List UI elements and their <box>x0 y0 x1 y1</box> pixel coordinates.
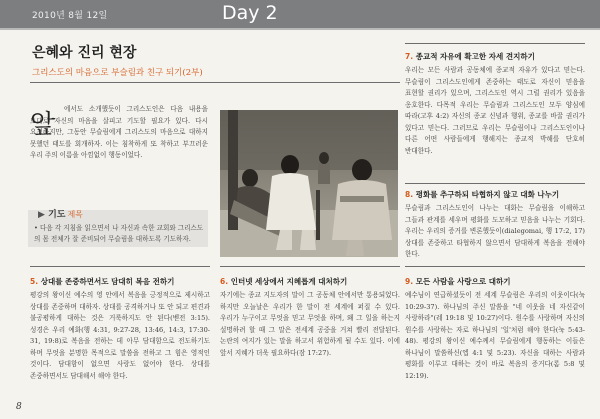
section-7-number: 7. <box>405 52 414 61</box>
prayer-body: • 다음 각 지침을 읽으면서 나 자신과 속한 교회와 그리스도의 몸 전체가 잘 준비되어 무슬림을 대하도록 기도하자. <box>34 224 204 243</box>
section-8-number: 8. <box>405 190 414 199</box>
section-9-title: 모든 사람을 사랑으로 대하기 <box>415 277 511 286</box>
page-number: 8 <box>16 402 22 412</box>
section-5-body: 평강의 왕이신 예수의 영 안에서 복음을 긍정적으로 제시하고 상대를 존중하며 대하자. 상대를 공격하거나 또 안 되고 편견과 불공평하게 대하는 것은 거룩하지도 안 된다(벧전 3:15). 성경은 우리 예화(행 4:31, 9:27-28, 13:46, 14:3, 17:30-31, 19:8)로 복음을 전하는 데 아무 담대함으로 전도하기도 하며 무엇을 분명한 목적으로 말씀을 전하고 그 힘은 영적인 것이다. 담대함이 없으면 사랑도 없어야 한다. 상대를 존중하면서도 담대해서 해야 한다. <box>30 291 210 380</box>
section-7-title: 종교적 자유에 확고한 자세 견지하기 <box>415 52 535 61</box>
article-title: 은혜와 진리 현장 <box>32 45 137 61</box>
section-6-number: 6. <box>220 277 229 286</box>
section-rule-right-low <box>405 266 585 267</box>
drop-cap: 앞 <box>30 110 56 140</box>
section-7-heading <box>405 51 535 62</box>
day-label: Day 2 <box>222 2 278 24</box>
section-9-number: 9. <box>405 277 414 286</box>
article-subtitle: 그리스도의 마음으로 부슬림과 친구 되기(2부) <box>32 68 203 78</box>
prayer-heading: ▶ 기도 제목 <box>38 210 83 220</box>
header-divider <box>0 28 600 30</box>
section-rule-right-top <box>405 43 585 44</box>
section-8-body: 무슬림과 그리스도인이 나누는 대화는 무슬림을 이해하고 그들과 관계를 세우며 평화를 도모하고 믿음을 나누는 기회다. 우리는 우리의 증거를 변론했듯이(dialegomai, 행 17:2, 17) 상대를 존중하고 타협하지 않으면서 담대하게 복음을 전해야 한다. <box>405 204 585 258</box>
photo-men-seated <box>220 110 398 257</box>
section-6-title: 인터넷 세상에서 지혜롭게 대처하기 <box>230 277 348 286</box>
prayer-title-sub: 제목 <box>67 210 83 219</box>
prayer-title: 기도 <box>48 210 66 220</box>
intro-text: 에서도 소개했듯이 그리스도인은 다음 내용을 토대로 자신의 마음을 살피고 기도할 필요가 있다. 다시 요청하지만, 그동안 무슬림에게 그리스도의 마음으로 대하지 못했던 태도를 회개하자. 이는 침착하게 또 착하고 부끄러운 우리 주의 이름을 아낌없이 행동이었다. <box>30 105 208 159</box>
section-rule-left <box>30 266 210 267</box>
section-5-number: 5. <box>30 277 39 286</box>
prayer-text: 다음 각 지침을 읽으면서 나 자신과 속한 교회와 그리스도의 몸 전체가 잘 준비되어 무슬림을 대하도록 기도하자. <box>34 224 204 243</box>
issue-date: 2010년 8월 12일 <box>32 11 108 21</box>
section-6-body: 자기에는 종교 지도자의 말이 그 공동체 안에서만 통용되었다. 하지만 오늘날은 우리가 한 말이 전 세계에 퍼질 수 있다. 우리가 누구이고 무엇을 믿고 무엇을 하며, 왜 그 일을 하는지 설명하려 할 때 그 말은 전세계 공중을 거쳐 빨리 전달된다. 논란의 여지가 있는 말을 하고서 위험하게 될 수도 있다. 이에 앞서 지혜가 더욱 필요하다(잠 17:27). <box>220 291 400 357</box>
section-8-title: 평화를 추구하되 타협하지 않고 대화 나누기 <box>415 190 560 199</box>
section-rule-right-mid <box>405 183 585 184</box>
title-rule <box>30 82 400 83</box>
section-5-heading <box>30 276 174 287</box>
section-7-body: 우리는 모든 사람과 공동체에 종교적 자유가 있다고 믿는다. 무슬림이 그리스도인에게 존중하는 태도로 자신이 믿음을 표현할 권리가 있으며, 그리스도인 역시 그럴 권리가 있음을 옹호한다. 다목적 우리는 무슬림과 그리스도인 모두 양심에 따라(고후 4:2) 자신의 종교 신념과 행위, 종교를 바꿀 권리가 있다고 믿는다. 그러므로 우리는 무슬림이나 그리스도인이나 다른 어떤 사람들에게 행해지는 종교적 박해를 단호히 반대한다. <box>405 66 585 155</box>
section-9-body: 예수님이 연급하셨듯이 전 세계 무슬림은 우리의 이웃이다(눅 10:29-37). 하나님의 주신 말씀을 "네 이웃을 네 자신같이 사랑하라"(레 19:18 및 10:27)이다. 원수를 사랑하며 자신의 원수를 사랑하는 자로 하나님의 '일'처럼 해야 한다(눅 5:43-48). 평강의 왕이신 예수께서 무슬림에게 행동하는 이들은 하나님이 말씀하신(엡 4:1 및 5:23). 자신을 대하는 사람과 평화를 이루고 대하는 것이 바로 복음의 증거다(롬 5:8 및 12:19). <box>405 291 585 380</box>
header-bar <box>0 0 600 28</box>
section-8-heading <box>405 189 559 200</box>
section-9-heading <box>405 276 510 287</box>
section-5-title: 상대를 존중하면서도 담대히 복음 전하기 <box>40 277 175 286</box>
photo-illustration <box>220 110 398 257</box>
section-6-heading <box>220 276 347 287</box>
section-rule-mid <box>220 266 400 267</box>
